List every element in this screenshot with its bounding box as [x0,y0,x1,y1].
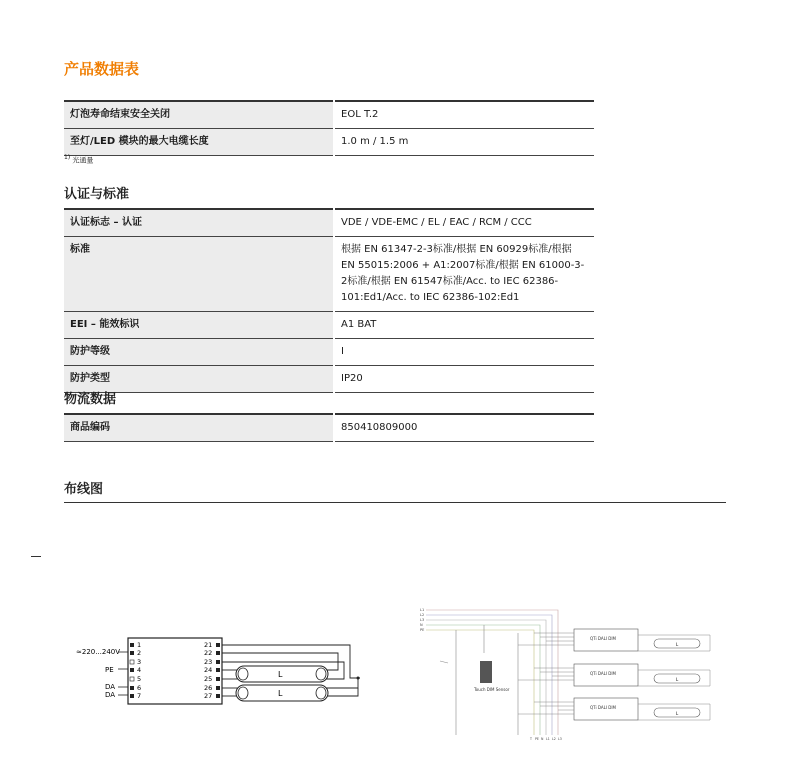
terminal-label: L2 [552,737,556,741]
line-label: N [420,623,423,627]
footnote [64,154,93,165]
spec-value: EOL T.2 [334,101,594,129]
section-heading-cert: 认证与标准 [64,187,130,202]
line-label: L3 [420,618,425,622]
pin-label: 27 [204,692,213,700]
spec-key: 标准 [64,237,334,312]
lamp-label: L [676,711,679,716]
spec-key: 防护等级 [64,339,334,366]
table-row [64,366,594,393]
table-row [64,209,594,237]
pin-label: 4 [137,666,142,674]
da-label-2: DA [105,691,116,699]
spec-value: 根据 EN 61347-2-3标准/根据 EN 60929标准/根据 EN 55015:2006 + A1:2007标准/根据 EN 61000-3-2标准/根据 EN 61547标准/Acc. to IEC 62386-101:Ed1/Acc. to IEC 62386-102:Ed1 [334,237,594,312]
terminal-label: PE [535,737,539,741]
voltage-label: ≈220...240V [76,648,121,656]
line-label: L1 [420,608,425,612]
spec-key: 防护类型 [64,366,334,393]
page-title: 产品数据表 [64,60,140,78]
pin-label: 6 [137,684,142,692]
table-row [64,129,594,156]
table-row [64,312,594,339]
spec-key: 认证标志 – 认证 [64,209,334,237]
margin-dash [31,556,41,557]
touch-dim-sensor [480,661,492,683]
pin-label: 22 [204,649,213,657]
terminal-label: L1 [546,737,550,741]
terminal-label: L3 [558,737,562,741]
pin-label: 2 [137,649,142,657]
pin-label: 7 [137,692,142,700]
lamp-label: L [676,642,679,647]
pin-label: 26 [204,684,213,692]
spec-key: EEI – 能效标识 [64,312,334,339]
section-divider [64,502,726,503]
table-row [64,101,594,129]
section-heading-wiring: 布线图 [64,482,104,497]
terminal-label: N [541,737,544,741]
cert-table [64,208,594,393]
section-heading-logistics: 物流数据 [64,392,117,407]
footnote-mark: 1) [64,154,71,161]
ballast-label: QTi DALI DIM [590,671,616,676]
line-label: L2 [420,613,425,617]
ballast-row-3 [574,698,710,720]
table-row [64,237,594,312]
logistics-table [64,413,594,442]
pin-label: 25 [204,675,213,683]
wiring-diagram-ballast [68,630,368,710]
ballast-label: QTi DALI DIM [590,705,616,710]
lamp-label-1: L [278,670,283,679]
spec-value: IP20 [334,366,594,393]
spec-value: 1.0 m / 1.5 m [334,129,594,156]
table-row [64,339,594,366]
pin-label: 21 [204,641,213,649]
wiring-diagram-dali [418,603,728,743]
spec-value: 850410809000 [334,414,594,442]
spec-key: 商品编码 [64,414,334,442]
spec-value: I [334,339,594,366]
ballast-label: QTi DALI DIM [590,636,616,641]
footnote-text: 光通量 [72,156,94,165]
table-row [64,414,594,442]
spec-key: 至灯/LED 模块的最大电缆长度 [64,129,334,156]
pin-label: 3 [137,658,142,666]
terminal-label: T [530,737,532,741]
line-label: PE [420,628,425,632]
pin-label: 5 [137,675,142,683]
lamp-label: L [676,677,679,682]
spec-table [64,100,594,156]
spec-value: A1 BAT [334,312,594,339]
sensor-label: Touch DIM Sensor [474,687,510,692]
spec-key: 灯泡寿命结束安全关闭 [64,101,334,129]
lamp-label-2: L [278,689,283,698]
da-label-1: DA [105,683,116,691]
pin-label: 1 [137,641,142,649]
ballast-row-1 [574,629,710,651]
spec-value: VDE / VDE-EMC / EL / EAC / RCM / CCC [334,209,594,237]
pin-label: 24 [204,666,213,674]
ballast-row-2 [574,664,710,686]
pe-label: PE [105,666,114,674]
pin-label: 23 [204,658,213,666]
